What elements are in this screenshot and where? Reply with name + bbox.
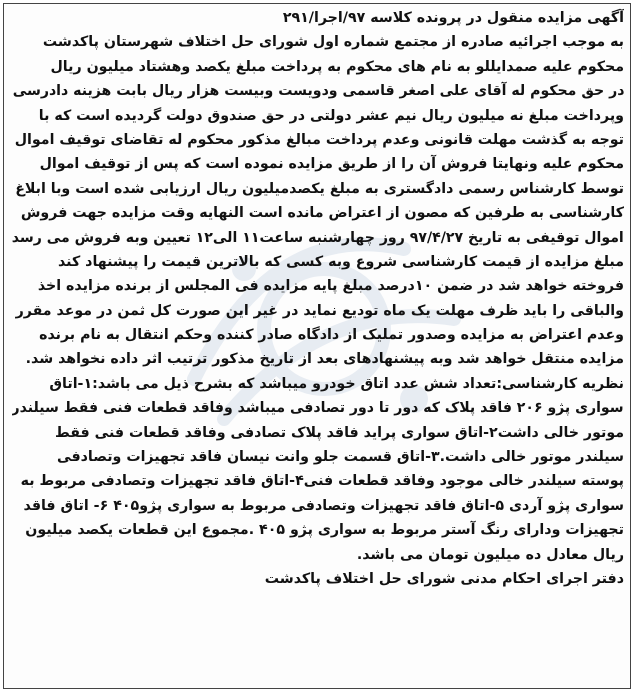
- notice-line: توجه به گذشت مهلت قانونی وعدم پرداخت مبالغ مذکور محکوم له تقاضای توقیف اموال: [14, 131, 624, 148]
- notice-body: [12, 6, 624, 591]
- notice-line: توسط کارشناس رسمی دادگستری به مبلغ یکصدمیلیون ریال ارزیابی شده است وبا ابلاغ: [15, 180, 624, 197]
- legal-notice: [3, 3, 631, 689]
- expert-opinion-line: سیلندر موتور خالی داشت.۳-اتاق قسمت جلو وانت نیسان فاقد تجهیزات وتصادفی: [57, 449, 624, 466]
- expert-opinion-line: تجهیزات ودارای رنگ آستر مربوط به سواری پژو ۴۰۵ .مجموع این قطعات یکصد میلیون: [25, 522, 624, 539]
- expert-opinion-line: سواری پژو ۲۰۶ فاقد پلاک که دور تا دور تصادفی میباشد وفاقد قطعات فنی فقط سیلندر: [12, 400, 624, 417]
- notice-line: وعدم اعتراض به مزایده وصدور تملیک از دادگاه صادر کننده وحکم انتقال به نام برنده: [39, 327, 624, 344]
- notice-line: وپرداخت مبلغ نه میلیون ریال نیم عشر دولتی در حق صندوق دولت گردیده است که با: [38, 107, 624, 124]
- notice-line: کارشناسی به طرفین که مصون از اعتراض مانده است النهایه وقت مزایده جهت فروش: [20, 205, 624, 222]
- notice-line: فروخته خواهد شد در ضمن ۱۰درصد مبلغ پایه مزایده فی المجلس از برنده مزایده اخذ: [37, 278, 624, 295]
- notice-line: محکوم علیه ونهایتا فروش آن را از طریق مزایده نموده است که پس از توقیف اموال: [39, 156, 624, 173]
- notice-line: مزایده منتقل خواهد شد وبه پیشنهادهای بعد از تاریخ مذکور ترتیب اثر داده نخواهد شد.: [25, 351, 624, 368]
- notice-line: والباقی را باید ظرف مهلت یک ماه تودیع نماید در غیر این صورت کل ثمن در موعد مقرر: [15, 302, 624, 319]
- expert-opinion-line: ریال معادل ده میلیون تومان می باشد.: [356, 546, 624, 563]
- notice-title: آگهی مزایده منقول در پرونده کلاسه ۹۷/اجرا/۲۹۱: [282, 10, 624, 26]
- notice-line: مبلغ مزایده از قیمت کارشناسی شروع وبه کسی که بالاترین قیمت را پیشنهاد کند: [57, 253, 624, 270]
- notice-line: محکوم علیه صمدایللو به نام های محکوم به پرداخت مبلغ یکصد وهشتاد میلیون ریال: [50, 58, 624, 75]
- notice-line: اموال توقیفی به تاریخ ۹۷/۴/۲۷ روز چهارشنبه ساعت۱۱ الی۱۲ تعیین وبه فروش می رسد: [12, 229, 624, 246]
- notice-line: در حق محکوم له آقای علی اصغر قاسمی ودویست وبیست هزار ریال بابت هزینه دادرسی: [12, 83, 624, 100]
- expert-opinion-line: موتور خالی داشت۲-اتاق سواری پراید فاقد پلاک تصادفی وفاقد قطعات فنی فقط: [55, 424, 624, 441]
- expert-opinion-line: پوسته سیلندر خالی موجود وفاقد قطعات فنی۴-اتاق فاقد تجهیزات وتصادفی مربوط به: [20, 473, 624, 490]
- expert-opinion-line: نظریه کارشناسی:تعداد شش عدد اتاق خودرو میباشد که بشرح ذیل می باشد:۱-اتاق: [49, 375, 624, 392]
- notice-line: به موجب اجرائیه صادره از مجتمع شماره اول شورای حل اختلاف شهرستان پاکدشت: [42, 34, 624, 51]
- expert-opinion-line: سواری پژو آردی ۵-اتاق فاقد تجهیزات وتصادفی مربوط به سواری پژو۴۰۵ ۶- اتاق فاقد: [23, 497, 624, 514]
- notice-signature: دفتر اجرای احکام مدنی شورای حل اختلاف پاکدشت: [264, 570, 624, 587]
